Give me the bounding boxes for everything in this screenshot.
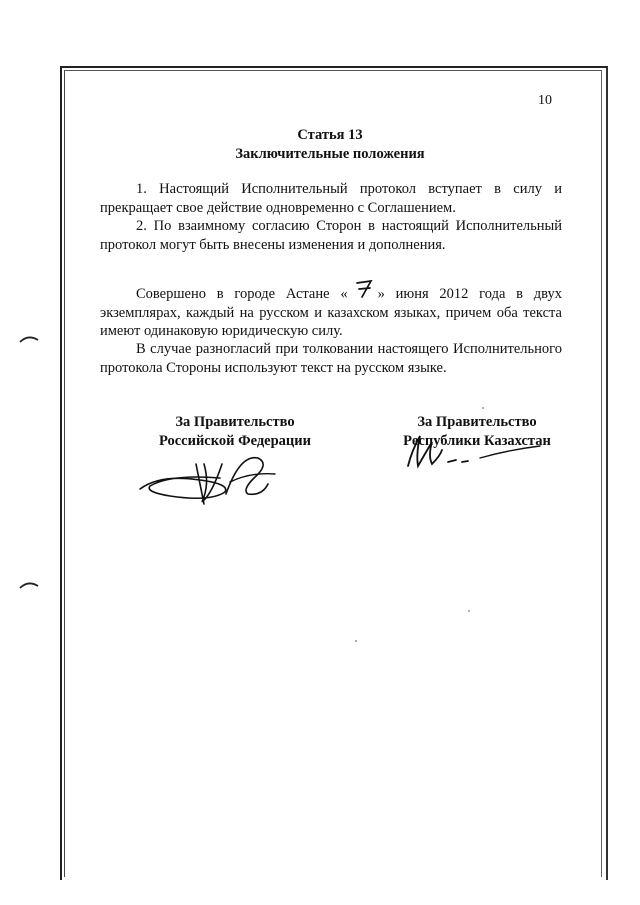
signature-right xyxy=(398,428,548,474)
binder-hole-mark-top xyxy=(18,332,42,346)
handwritten-day-mark xyxy=(350,277,380,301)
signatory-left-line1: За Правительство xyxy=(175,414,295,430)
paragraph-3 xyxy=(100,285,562,341)
scan-speck xyxy=(355,640,357,642)
signatory-right-line2: Республики Казахстан xyxy=(403,432,551,449)
article-title: Статья 13 xyxy=(297,127,363,143)
paragraph-2: 2. По взаимному согласию Сторон в настоящий Исполнительный протокол могут быть внесены изменения и дополнения. xyxy=(100,218,562,253)
paragraph-4: В случае разногласий при толковании настоящего Исполнительного протокола Стороны используют текст на русском языке. xyxy=(100,341,562,376)
binder-hole-mark-bottom xyxy=(18,578,42,592)
signature-left xyxy=(130,444,280,512)
paragraph-1: 1. Настоящий Исполнительный протокол вступает в силу и прекращает свое действие одновременно с Соглашением. xyxy=(100,181,562,216)
handwritten-day xyxy=(348,285,378,299)
signatory-left-line2: Российской Федерации xyxy=(158,432,311,449)
paragraph-3-start: Совершено в городе Астане « xyxy=(136,286,348,302)
paragraph-3-end: » июня 2012 года в двух экземплярах, каждый на русском и казахском языках, причем оба текста имеют одинаковую юридическую силу. xyxy=(100,286,563,339)
signatory-right-line1: За Правительство xyxy=(417,414,537,430)
scan-speck xyxy=(468,610,470,612)
article-subtitle: Заключительные положения xyxy=(235,146,425,162)
page-number: 10 xyxy=(538,93,552,108)
scan-speck xyxy=(482,407,484,409)
